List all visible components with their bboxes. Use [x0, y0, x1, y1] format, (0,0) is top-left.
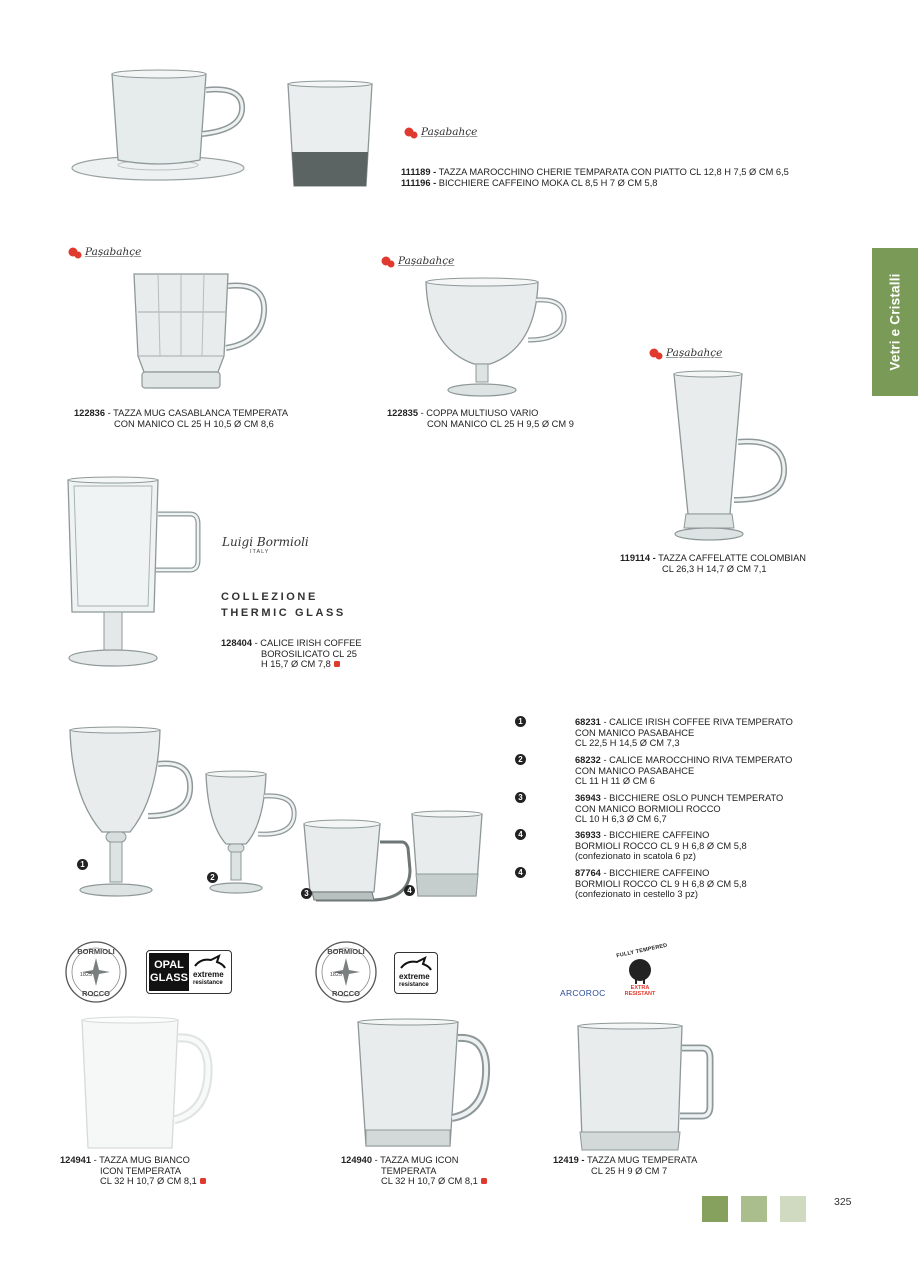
- caption-119114: 119114 - TAZZA CAFFELATTE COLOMBIAN CL 26,3 H 14,7 Ø CM 7,1: [620, 553, 807, 574]
- svg-text:1825: 1825: [79, 972, 93, 978]
- photo-marker-1: 1: [77, 854, 88, 872]
- cup-with-saucer-image: [70, 68, 250, 194]
- bormioli-rocco-seal-icon: [64, 940, 128, 1004]
- collection-title: COLLEZIONE THERMIC GLASS: [221, 591, 346, 619]
- svg-text:BORMIOLI: BORMIOLI: [327, 947, 365, 956]
- opal-glass-badge: OPAL GLASS extreme resistance: [146, 950, 232, 994]
- red-square-icon: [200, 1178, 206, 1184]
- elephant-icon: [626, 958, 654, 984]
- red-square-icon: [334, 661, 340, 667]
- section-tab-label: Vetri e Cristalli: [887, 273, 903, 371]
- section-tab: [872, 248, 918, 396]
- svg-text:ROCCO: ROCCO: [332, 989, 360, 998]
- shot-glass-image: [286, 82, 376, 192]
- caption-124940: 124940 - TAZZA MUG ICON TEMPERATA CL 32 H 10,7 Ø CM 8,1: [341, 1155, 487, 1187]
- photo-marker-3: 3: [301, 883, 312, 901]
- bull-icon: [399, 956, 433, 972]
- luigi-bormioli-logo: Luigi Bormioli ITALY: [222, 535, 309, 555]
- footer-square-mid: [741, 1196, 767, 1222]
- svg-text:1825: 1825: [329, 972, 343, 978]
- photo-marker-2: 2: [207, 867, 218, 885]
- extreme-resistance-badge: extreme resistance: [394, 952, 438, 994]
- svg-text:BORMIOLI: BORMIOLI: [77, 947, 115, 956]
- thermic-irish-coffee-glass-image: [66, 478, 202, 672]
- riva-irish-coffee-glass-image: [68, 728, 198, 904]
- riva-marocchino-glass-image: [204, 772, 300, 904]
- red-square-icon: [481, 1178, 487, 1184]
- caption-12419: 12419 - TAZZA MUG TEMPERATA CL 25 H 9 Ø CM 7: [553, 1155, 698, 1176]
- arcoroc-logo: ARCOROC: [560, 988, 606, 998]
- vario-bowl-image: [424, 278, 570, 400]
- pasabahce-mark-icon: [404, 127, 418, 139]
- bormioli-rocco-seal-icon: [314, 940, 378, 1004]
- caption-128404: 128404 - CALICE IRISH COFFEE BOROSILICATO CL 25 H 15,7 Ø CM 7,8: [221, 638, 362, 669]
- footer-square-dark: [702, 1196, 728, 1222]
- page-number: 325: [834, 1196, 852, 1208]
- icon-mug-white-image: [78, 1016, 212, 1156]
- caption-124941: 124941 - TAZZA MUG BIANCO ICON TEMPERATA CL 32 H 10,7 Ø CM 8,1: [60, 1155, 206, 1187]
- tempered-mug-image: [574, 1022, 716, 1154]
- caption-111189-111196: 111189 - TAZZA MAROCCHINO CHERIE TEMPARATA CON PIATTO CL 12,8 H 7,5 Ø CM 6,5 111196 - BICCHIERE CAFFEINO MOKA CL 8,5 H 7 Ø CM 5,8: [401, 167, 789, 188]
- pasabahce-mark-icon: [68, 247, 82, 259]
- fully-tempered-badge: FULLY TEMPERED EXTRA RESISTANT: [615, 942, 669, 997]
- casablanca-mug-image: [128, 272, 268, 398]
- pasabahce-mark-icon: [381, 256, 395, 268]
- bull-icon: [193, 954, 227, 970]
- caption-122835: 122835 - COPPA MULTIUSO VARIO CON MANICO CL 25 H 9,5 Ø CM 9: [387, 408, 574, 429]
- svg-text:ROCCO: ROCCO: [82, 989, 110, 998]
- caption-122836: 122836 - TAZZA MUG CASABLANCA TEMPERATA CON MANICO CL 25 H 10,5 Ø CM 8,6: [74, 408, 289, 429]
- pasabahce-mark-icon: [649, 348, 663, 360]
- footer-square-light: [780, 1196, 806, 1222]
- oslo-punch-glass-image: [302, 820, 414, 906]
- photo-marker-4: 4: [404, 880, 415, 898]
- caffeino-glass-image: [410, 812, 486, 906]
- colombian-latte-glass-image: [672, 372, 790, 544]
- icon-mug-glass-image: [354, 1018, 492, 1156]
